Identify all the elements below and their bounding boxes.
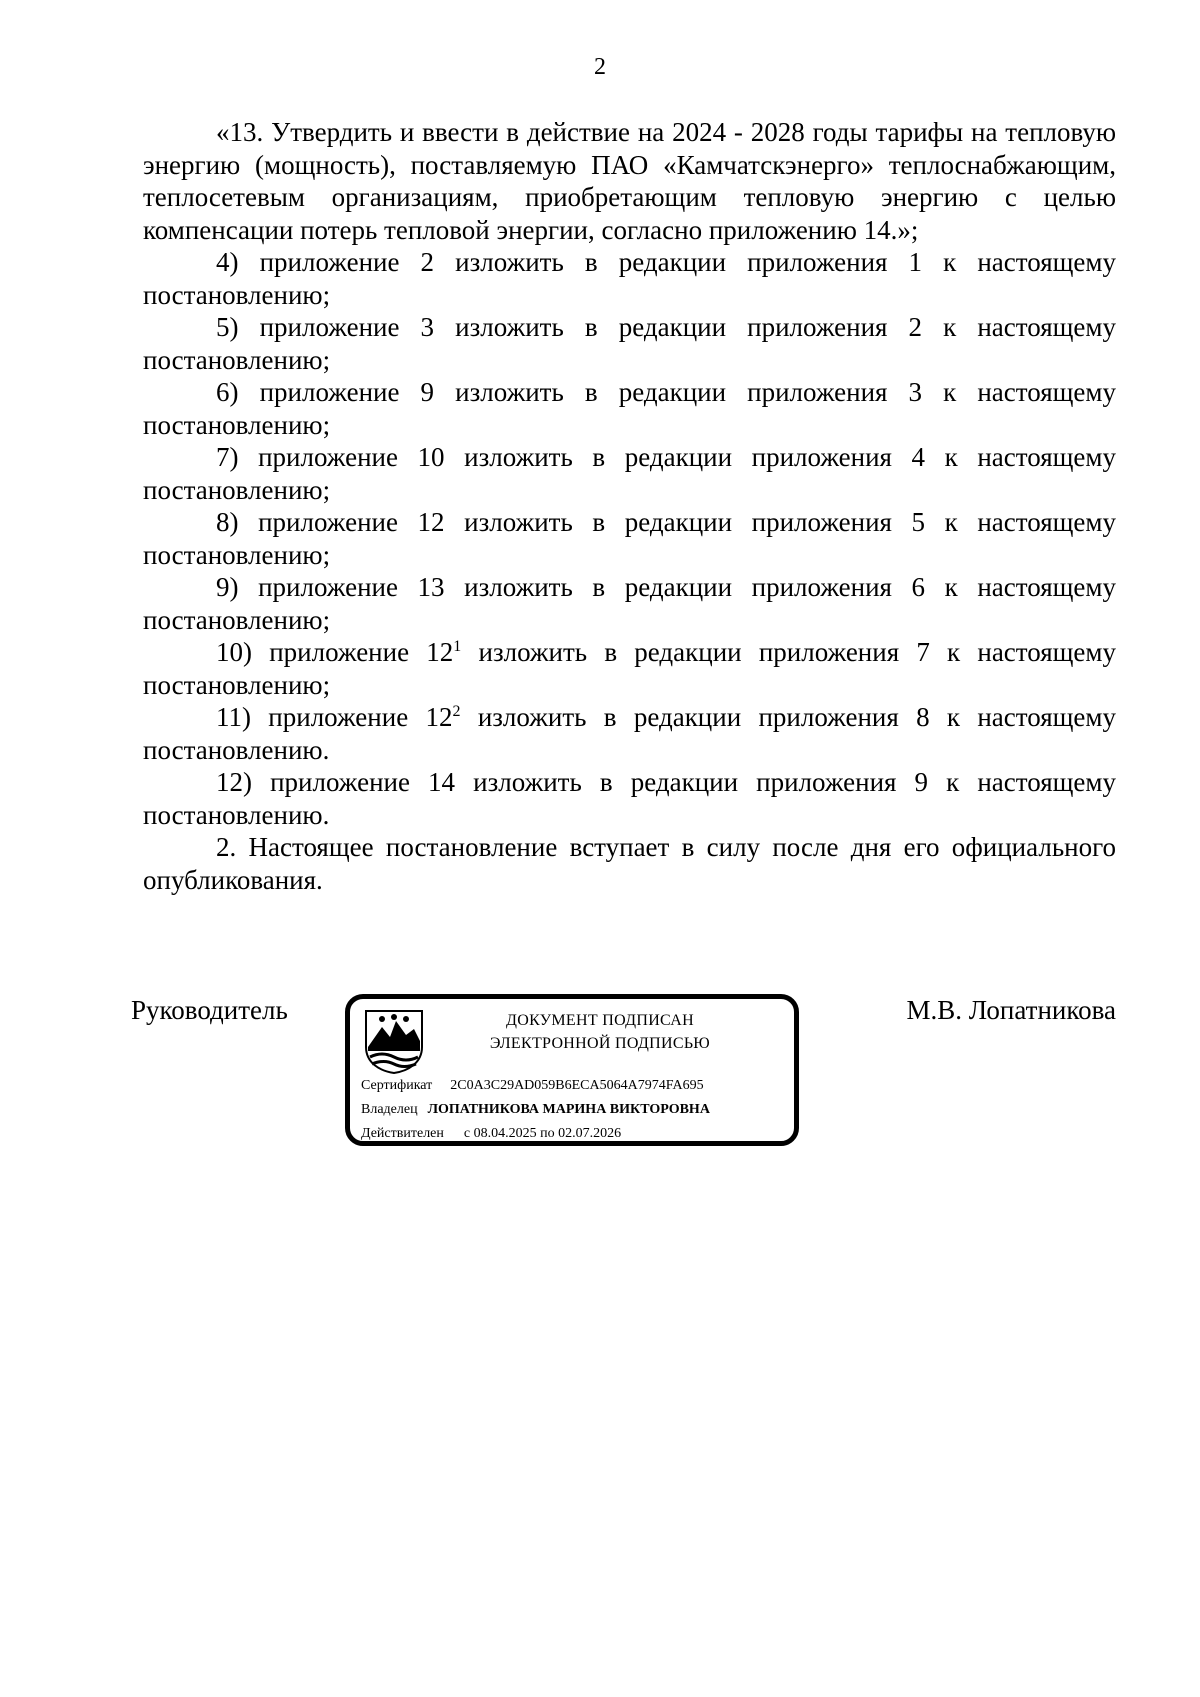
validity-label: Действителен	[361, 1126, 444, 1141]
paragraph-item-13: «13. Утвердить и ввести в действие на 2024 - 2028 годы тарифы на тепловую энергию (мощность), поставляемую ПАО «Камчатскэнерго» теплоснабжающим, теплосетевым организациям, приобретающим тепловую энергию с целью компенсации потерь тепловой энергии, согласно приложению 14.»;	[143, 117, 1116, 245]
document-body	[143, 116, 1116, 896]
page-number: 2	[594, 54, 606, 80]
signer-name: М.В. Лопатникова	[906, 995, 1116, 1025]
paragraph-item-11	[143, 701, 1116, 766]
paragraph-item-10	[143, 636, 1116, 701]
owner-value: ЛОПАТНИКОВА МАРИНА ВИКТОРОВНА	[427, 1102, 710, 1117]
paragraph-entry-into-force: 2. Настоящее постановление вступает в силу после дня его официального опубликования.	[143, 832, 1116, 895]
stamp-owner-row	[361, 1101, 710, 1119]
certificate-label: Сертификат	[361, 1078, 433, 1093]
paragraph-item-4: 4) приложение 2 изложить в редакции приложения 1 к настоящему постановлению;	[143, 247, 1116, 310]
paragraph-text: 11) приложение 12	[216, 702, 453, 732]
paragraph-item-7: 7) приложение 10 изложить в редакции приложения 4 к настоящему постановлению;	[143, 442, 1116, 505]
superscript-index: 2	[452, 703, 461, 720]
owner-label: Владелец	[361, 1102, 418, 1117]
electronic-signature-stamp	[345, 994, 799, 1146]
validity-value: с 08.04.2025 по 02.07.2026	[463, 1126, 622, 1141]
certificate-value: 2C0A3C29AD059B6ECA5064A7974FA695	[450, 1078, 704, 1093]
signer-position: Руководитель	[131, 995, 288, 1025]
paragraph-item-6: 6) приложение 9 изложить в редакции приложения 3 к настоящему постановлению;	[143, 377, 1116, 440]
stamp-certificate-row	[361, 1077, 704, 1095]
paragraph-text: изложить в редакции приложения 7 к настоящему постановлению;	[143, 637, 1116, 700]
stamp-heading	[440, 1009, 760, 1055]
superscript-index: 1	[453, 638, 462, 655]
paragraph-item-8: 8) приложение 12 изложить в редакции приложения 5 к настоящему постановлению;	[143, 507, 1116, 570]
paragraph-text: 10) приложение 12	[216, 637, 454, 667]
paragraph-item-12: 12) приложение 14 изложить в редакции приложения 9 к настоящему постановлению.	[143, 767, 1116, 830]
paragraph-item-5: 5) приложение 3 изложить в редакции приложения 2 к настоящему постановлению;	[143, 312, 1116, 375]
stamp-heading-line-2: ЭЛЕКТРОННОЙ ПОДПИСЬЮ	[489, 1035, 711, 1052]
stamp-validity-row	[361, 1125, 621, 1143]
stamp-heading-line-1: ДОКУМЕНТ ПОДПИСАН	[506, 1012, 694, 1029]
kamchatka-coat-of-arms-icon	[362, 1007, 426, 1075]
paragraph-item-9: 9) приложение 13 изложить в редакции приложения 6 к настоящему постановлению;	[143, 572, 1116, 635]
emblem-graphic	[362, 1007, 426, 1075]
paragraph-text: изложить в редакции приложения 8 к настоящему постановлению.	[143, 702, 1116, 765]
